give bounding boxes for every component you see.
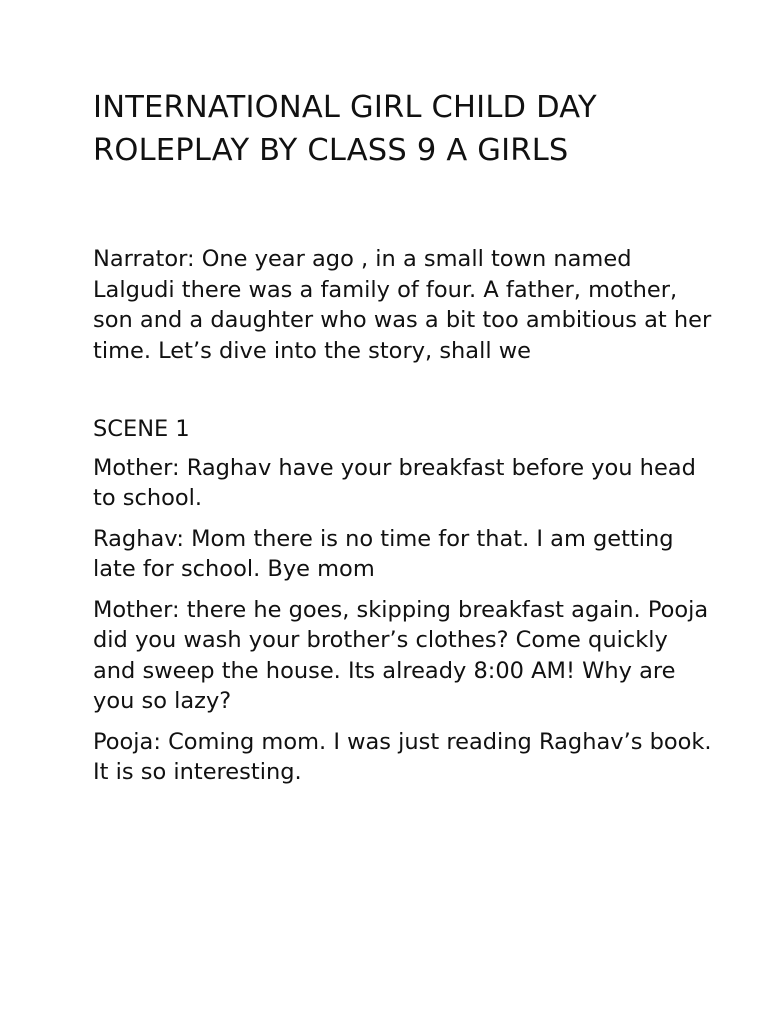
document-title: INTERNATIONAL GIRL CHILD DAY ROLEPLAY BY CLASS 9 A GIRLS (93, 90, 597, 168)
dialogue-line: Mother: there he goes, skipping breakfast again. Pooja did you wash your brother’s clothes? Come quickly and sweep the house. Its already 8:00 AM! Why are you so lazy? (93, 596, 709, 714)
scene-heading: SCENE 1 (93, 416, 190, 442)
narration-paragraph: Narrator: One year ago , in a small town named Lalgudi there was a family of four. A father, mother, son and a daughter who was a bit too ambitious at her time. Let’s dive into the story, shall we (93, 246, 712, 364)
document-page (93, 86, 713, 788)
dialogue-line: Raghav: Mom there is no time for that. I am getting late for school. Bye mom (93, 525, 674, 582)
dialogue-line: Mother: Raghav have your breakfast before you head to school. (93, 454, 696, 511)
dialogue-line: Pooja: Coming mom. I was just reading Raghav’s book. It is so interesting. (93, 728, 712, 785)
